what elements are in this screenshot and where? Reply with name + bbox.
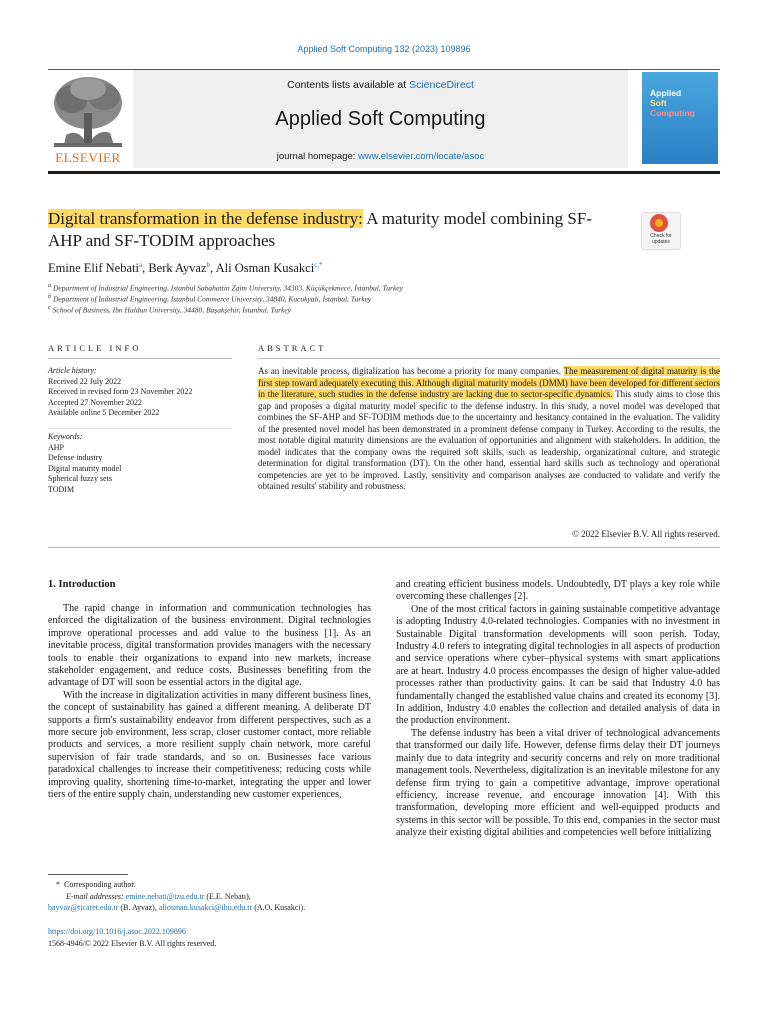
affiliation-mark: b [48,293,52,300]
journal-cover[interactable] [642,72,718,164]
footnote-rule [48,874,128,875]
email-link[interactable]: aliosman.kusakci@ihu.edu.tr [158,903,253,912]
abstract-text-start: As an inevitable process, digitalization has become a priority for many companies. [258,366,564,376]
article-info-rule [48,358,232,359]
body-paragraph: One of the most critical factors in gaining sustainable competitive advantage is adopting Industry 4.0-related technologies. Companies with no investment in Sustainable Digital transformation developments will soon perish. Today, Industry 4.0 refers to integrating digital technologies in all aspects of production and service operations where cyber–physical systems with smart applications are at heart. Industry 4.0 process encompasses the design of higher value-added processes rather than productivity gains. It can be said that Industry 4.0 has fundamentally changed the established value chains and created its economy [3]. In addition, Industry 4.0 enables the collection and detailed analysis of data in the production environment. [396,603,720,727]
affiliation-text: School of Business, Ibn Haldun University, 34480, Başakşehir, İstanbul, Turkey [52,305,291,315]
journal-reference[interactable]: Applied Soft Computing 132 (2023) 109896 [297,44,471,54]
contents-line [133,79,628,91]
email-owner: (B. Ayvaz), [120,903,157,912]
abstract-text-end: This study aims to close this gap and proposes a digital maturity model specific to the defense industry. In this study, a novel model was developed that combines the SF-AHP and SF-TODIM methods due to the uncertainty and hesitancy contained in the evaluation. The validity of the presented novel model has been demonstrated in a prominent defense company in Turkey. According to the results, the most notable digital maturity dimensions are the evaluation of opportunities and alignment with stakeholders. In addition, the model indicates that the company owns the required soft skills, such as leadership, organizational culture, and strategic determination for digital transformation (DT). On the other hand, essential hard skills such as technology and operational competencies are yet to be improved. Lastly, sensitivity and comparison analyses are conducted to validate and verify the obtained results' stability and robustness. [258,389,720,491]
keyword: AHP [48,442,65,452]
sciencedirect-link[interactable]: ScienceDirect [409,79,474,91]
email-owner: (A.O. Kusakci). [254,903,306,912]
article-title [48,208,608,252]
email-addresses-continued [48,902,378,914]
email-label: E-mail addresses: [66,891,124,901]
keyword: Spherical fuzzy sets [48,474,112,483]
affiliation-text: Department of Industrial Engineering, Istanbul Sabahattin Zaim University, 34303, Küçükçekmece, İstanbul, Turkey [53,283,403,293]
doi-link[interactable]: https://doi.org/10.1016/j.asoc.2022.109896 [48,927,186,936]
author-name: Emine Elif Nebati [48,261,139,276]
affiliation-text: Department of Industrial Engineering, Istanbul Commerce University, 34840, Kucukyali, İstanbul, Turkey [53,294,372,304]
keyword: Digital maturity model [48,463,122,473]
email-owner: (E.E. Nebatı), [206,891,251,901]
keyword: Defense industry [48,453,103,462]
homepage-line [133,151,628,162]
cover-title-line-3: Computing [650,108,695,118]
journal-name: Applied Soft Computing [275,108,486,130]
author-list: Emine Elif Nebati$^a$, Berk Ayvaz$^b$, Ali Osman Kusakci$^{c,*}$ [48,261,323,276]
abstract-copyright: © 2022 Elsevier B.V. All rights reserved. [572,529,720,539]
author-affiliation-mark[interactable]: a [138,261,143,269]
affiliation [48,293,371,304]
history-item: Received in revised form 23 November 2022 [48,387,193,396]
check-for-updates-icon-inner [655,219,663,227]
homepage-prefix: journal homepage: [276,151,359,162]
corresponding-author-label: Corresponding author. [64,880,136,889]
section-heading-introduction: 1. Introduction [48,579,116,590]
affiliation-mark: c [48,304,51,311]
body-paragraph: and creating efficient business models. Undoubtedly, DT plays a key role while overcoming these challenges [2]. [396,579,720,603]
contents-prefix: Contents lists available at [287,79,410,91]
author-affiliation-mark[interactable]: b [206,261,211,269]
cover-title-line-1: Applied [650,88,682,98]
body-paragraph: The rapid change in information and communication technologies has enforced the digitalization of the business environment. Digital technologies improve operational processes and add value to the business [1]. As an inevitable process, digital transformation provides managers with the necessary tools to enable their organizations to expand into new markets, increase stakeholder engagement, and reduce costs. Businesses benefiting from the advantage of DT will soon be essential actors in the digital age. [48,603,371,689]
body-column-right [396,579,720,840]
keywords-rule [48,428,232,429]
body-paragraph: The defense industry has been a vital driver of technological advancements that transformed our daily life. However, defense firms delay their DT journeys mainly due to data integrity and security concerns and rely on more traditional management tools. Nevertheless, digitalization is an inevitable milestone for any defense firm trying to gain a competitive advantage, improve operational efficiency, increase revenue, and encourage innovation [4]. With this transformation, developing more efficient and well-equipped products and systems in this sector will be possible. To this end, companies in the sector must analyze their existing digital abilities and competencies well before initializing [396,727,720,839]
cover-title-line-2: Soft [650,98,667,108]
email-addresses [48,891,378,903]
abstract-heading: ABSTRACT [258,343,327,353]
article-history [48,366,238,419]
affiliation-mark: a [48,282,52,289]
article-info-heading: ARTICLE INFO [48,343,142,353]
abstract-text [258,366,720,493]
abstract-bottom-rule [48,547,720,548]
abstract-text-highlight: The measurement of digital maturity is the first step toward adequately executing this. Although digital maturity models (DMM) have been developed for different sectors in the literature, such studies in the defense industry are lacking due to sector-specific dynamics. [258,366,720,399]
page-footer [48,926,216,949]
check-for-updates-label: Check for updates [650,233,672,245]
article-title-rest: A maturity model combining SF-AHP and SF-TODIM approaches [48,209,592,250]
corresponding-author-note [48,879,378,891]
keywords-label: Keywords: [48,432,83,441]
header-rule-bottom [48,171,720,174]
history-label: Article history: [48,366,97,375]
affiliation [48,304,291,315]
body-column-left [48,603,371,802]
history-item: Available online 5 December 2022 [48,408,160,417]
footnotes [48,879,378,914]
footnote-mark: * [56,880,60,889]
keyword: TODIM [48,484,75,494]
keywords [48,432,238,495]
email-link[interactable]: bayvaz@ticaret.edu.tr [48,903,119,912]
abstract-rule [258,358,720,359]
author-name: Ali Osman Kusakci [215,261,315,276]
author-name: Berk Ayvaz [148,261,207,276]
homepage-link[interactable]: www.elsevier.com/locate/asoc [358,151,485,162]
history-item: Accepted 27 November 2022 [48,397,142,407]
email-link[interactable]: emine.nebati@izu.edu.tr [125,891,205,901]
elsevier-wordmark: ELSEVIER [55,150,121,165]
history-item: Received 22 July 2022 [48,376,122,386]
author-affiliation-mark[interactable]: c,* [314,261,323,269]
cover-title [650,88,695,118]
article-title-highlight: Digital transformation in the defense industry: [48,209,363,228]
issn-copyright: 1568-4946/© 2022 Elsevier B.V. All rights reserved. [48,938,217,948]
body-paragraph: With the increase in digitalization activities in many different business lines, the concept of sustainability has gained a different meaning. A deliberate DT supports a firm's sustainability endeavor from different perspectives, such as a more secure job environment, less scrap, closer customer contact, more reliable products and services, a more resilient supply chain network, more careful supervision of fair trade standards, and so on. Businesses face various paradoxical challenges to increase their competitiveness; reducing costs while improving quality, shortening time-to-market, integrating the upper and lower tiers of the entire supply chain, understanding new customer experiences, [48,689,371,801]
affiliation [48,282,403,293]
